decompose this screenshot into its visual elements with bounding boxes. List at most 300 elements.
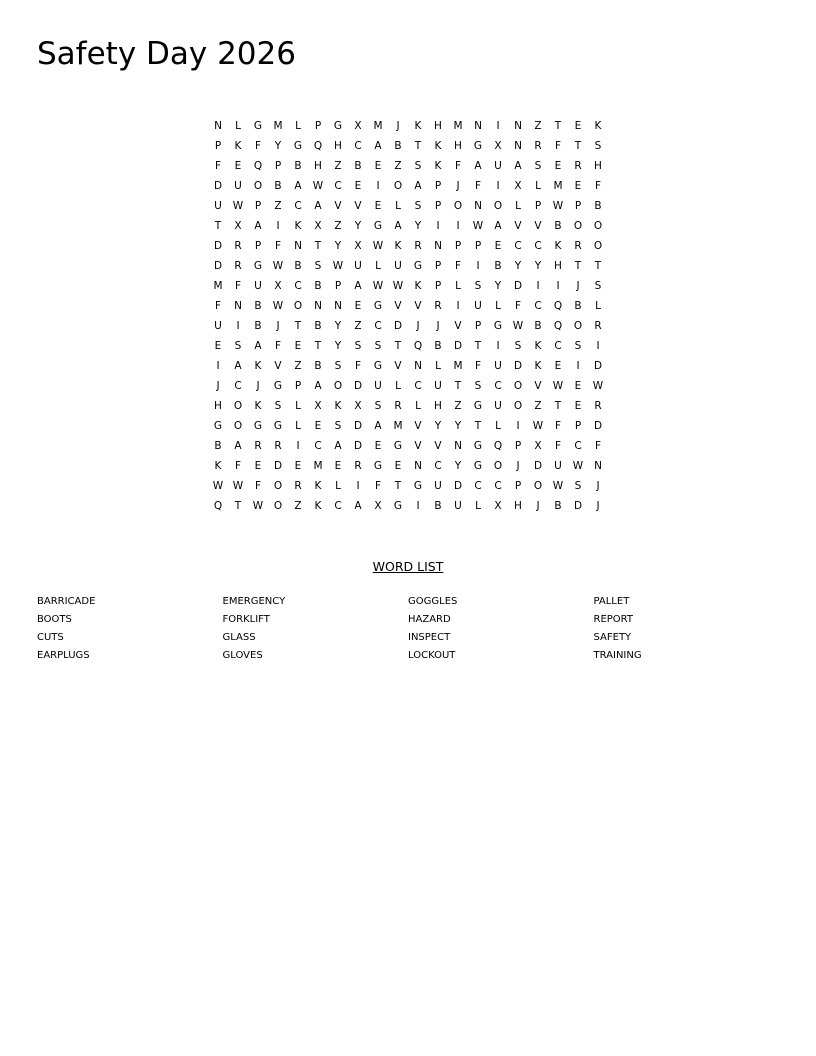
grid-letter: I: [456, 299, 460, 312]
grid-letter: R: [294, 479, 302, 492]
grid-letter: E: [294, 339, 302, 352]
grid-letter: N: [594, 459, 602, 472]
grid-letter: G: [213, 419, 223, 432]
grid-letter: S: [334, 419, 342, 432]
grid-letter: R: [234, 239, 242, 252]
grid-letter: Y: [334, 319, 342, 332]
grid-letter: E: [294, 459, 302, 472]
grid-letter: W: [372, 239, 384, 252]
grid-letter: U: [214, 199, 222, 212]
grid-letter: D: [453, 339, 463, 352]
grid-letter: A: [394, 219, 402, 232]
grid-letter: L: [375, 259, 381, 272]
grid-letter: R: [594, 319, 602, 332]
grid-letter: O: [233, 419, 243, 432]
grid-letter: A: [334, 439, 342, 452]
word-list-item: GLASS: [222, 632, 256, 643]
grid-letter: C: [374, 319, 382, 332]
grid-letter: P: [514, 479, 522, 492]
grid-letter: P: [214, 139, 222, 152]
grid-letter: H: [554, 259, 562, 272]
grid-letter: C: [334, 179, 342, 192]
grid-letter: S: [534, 159, 542, 172]
grid-letter: Y: [514, 259, 522, 272]
grid-letter: H: [434, 119, 442, 132]
grid-letter: A: [374, 419, 382, 432]
grid-letter: N: [514, 119, 522, 132]
grid-letter: K: [334, 399, 342, 412]
grid-letter: Y: [494, 279, 502, 292]
grid-letter: S: [354, 339, 362, 352]
grid-letter: I: [476, 259, 480, 272]
grid-letter: B: [274, 179, 282, 192]
grid-letter: Y: [434, 419, 442, 432]
grid-letter: F: [254, 479, 262, 492]
grid-letter: O: [493, 199, 503, 212]
word-list-column-3: [408, 594, 594, 666]
grid-letter: P: [434, 199, 442, 212]
grid-letter: O: [273, 499, 283, 512]
grid-letter: U: [434, 479, 442, 492]
grid-letter: F: [234, 279, 242, 292]
grid-letter: I: [496, 119, 500, 132]
grid-letter: G: [493, 319, 503, 332]
grid-letter: H: [434, 399, 442, 412]
grid-letter: E: [354, 179, 362, 192]
grid-letter: N: [414, 459, 422, 472]
grid-letter: D: [593, 359, 603, 372]
grid-letter: L: [535, 179, 541, 192]
grid-letter: D: [213, 239, 223, 252]
grid-letter: H: [514, 499, 522, 512]
grid-letter: Y: [454, 419, 462, 432]
grid-letter: A: [414, 179, 422, 192]
grid-letter: W: [532, 419, 544, 432]
grid-letter: C: [334, 499, 342, 512]
grid-letter: E: [554, 159, 562, 172]
grid-letter: X: [374, 499, 382, 512]
grid-letter: F: [594, 179, 602, 192]
grid-letter: Z: [294, 499, 302, 512]
grid-letter: Q: [553, 319, 563, 332]
grid-letter: W: [272, 259, 284, 272]
grid-letter: S: [574, 339, 582, 352]
grid-letter: Y: [414, 219, 422, 232]
grid-letter: F: [474, 179, 482, 192]
grid-letter: G: [413, 259, 423, 272]
grid-letter: S: [414, 199, 422, 212]
grid-letter: S: [334, 359, 342, 372]
grid-letter: O: [393, 179, 403, 192]
grid-letter: W: [392, 279, 404, 292]
grid-letter: L: [335, 479, 341, 492]
grid-letter: A: [354, 499, 362, 512]
grid-letter: O: [573, 219, 583, 232]
grid-letter: B: [494, 259, 502, 272]
grid-letter: S: [574, 479, 582, 492]
grid-letter: X: [354, 399, 362, 412]
grid-letter: K: [414, 119, 422, 132]
grid-letter: J: [256, 379, 260, 392]
grid-letter: E: [334, 459, 342, 472]
grid-letter: F: [234, 459, 242, 472]
grid-letter: R: [574, 239, 582, 252]
grid-letter: T: [214, 219, 222, 232]
grid-letter: K: [314, 499, 322, 512]
grid-letter: D: [573, 499, 583, 512]
grid-letter: F: [554, 439, 562, 452]
grid-letter: O: [233, 399, 243, 412]
grid-letter: N: [234, 299, 242, 312]
grid-letter: S: [474, 379, 482, 392]
grid-letter: E: [214, 339, 222, 352]
grid-letter: W: [372, 279, 384, 292]
grid-letter: V: [414, 419, 422, 432]
grid-letter: D: [393, 319, 403, 332]
grid-letter: I: [436, 219, 440, 232]
grid-letter: W: [252, 499, 264, 512]
grid-letter: O: [593, 239, 603, 252]
grid-letter: F: [554, 139, 562, 152]
grid-letter: K: [254, 399, 262, 412]
grid-letter: V: [414, 439, 422, 452]
grid-letter: I: [536, 279, 540, 292]
grid-letter: X: [354, 239, 362, 252]
grid-letter: W: [332, 259, 344, 272]
grid-letter: C: [314, 439, 322, 452]
grid-letter: Z: [294, 359, 302, 372]
grid-letter: B: [394, 139, 402, 152]
grid-letter: F: [454, 259, 462, 272]
grid-letter: J: [596, 479, 600, 492]
grid-letter: D: [353, 439, 363, 452]
grid-letter: M: [393, 419, 403, 432]
grid-letter: C: [534, 239, 542, 252]
grid-letter: P: [274, 159, 282, 172]
grid-letter: X: [314, 219, 322, 232]
grid-letter: P: [474, 239, 482, 252]
grid-letter: I: [496, 179, 500, 192]
word-list-item: LOCKOUT: [408, 650, 456, 661]
grid-letter: E: [374, 199, 382, 212]
grid-letter: X: [354, 119, 362, 132]
grid-letter: S: [314, 259, 322, 272]
grid-letter: J: [536, 499, 540, 512]
grid-letter: U: [494, 159, 502, 172]
grid-letter: V: [394, 359, 402, 372]
grid-letter: Z: [334, 219, 342, 232]
grid-letter: Y: [454, 459, 462, 472]
grid-letter: B: [594, 199, 602, 212]
grid-letter: T: [574, 259, 582, 272]
grid-letter: G: [373, 359, 383, 372]
grid-letter: G: [473, 459, 483, 472]
grid-letter: S: [474, 279, 482, 292]
word-list-item: PALLET: [593, 596, 630, 607]
grid-letter: I: [376, 179, 380, 192]
grid-letter: L: [595, 299, 601, 312]
grid-letter: D: [353, 419, 363, 432]
word-list-item: EMERGENCY: [222, 596, 286, 607]
grid-letter: D: [353, 379, 363, 392]
grid-letter: C: [234, 379, 242, 392]
grid-letter: E: [574, 379, 582, 392]
grid-letter: C: [414, 379, 422, 392]
grid-letter: F: [514, 299, 522, 312]
grid-letter: R: [394, 399, 402, 412]
grid-letter: W: [552, 379, 564, 392]
grid-letter: Z: [454, 399, 462, 412]
grid-letter: O: [253, 179, 263, 192]
grid-letter: G: [273, 419, 283, 432]
grid-letter: D: [533, 459, 543, 472]
grid-letter: W: [572, 459, 584, 472]
grid-letter: R: [274, 439, 282, 452]
grid-letter: E: [574, 179, 582, 192]
grid-letter: P: [254, 239, 262, 252]
grid-letter: W: [552, 479, 564, 492]
grid-letter: X: [234, 219, 242, 232]
grid-letter: P: [254, 199, 262, 212]
grid-letter: W: [232, 199, 244, 212]
grid-letter: P: [434, 179, 442, 192]
grid-letter: G: [293, 139, 303, 152]
grid-letter: K: [314, 479, 322, 492]
grid-letter: B: [294, 259, 302, 272]
grid-letter: N: [454, 439, 462, 452]
grid-letter: U: [434, 379, 442, 392]
grid-letter: L: [455, 279, 461, 292]
grid-letter: X: [494, 499, 502, 512]
word-list-item: BOOTS: [37, 614, 72, 625]
grid-letter: H: [334, 139, 342, 152]
grid-letter: B: [314, 279, 322, 292]
word-list-item: CUTS: [37, 632, 64, 643]
grid-letter: I: [596, 339, 600, 352]
grid-letter: N: [314, 299, 322, 312]
grid-letter: L: [395, 199, 401, 212]
grid-letter: J: [596, 499, 600, 512]
grid-letter: R: [534, 139, 542, 152]
grid-letter: M: [373, 119, 383, 132]
grid-letter: E: [574, 119, 582, 132]
grid-letter: J: [276, 319, 280, 332]
grid-letter: J: [576, 279, 580, 292]
grid-letter: F: [594, 439, 602, 452]
grid-letter: T: [594, 259, 602, 272]
grid-letter: B: [434, 499, 442, 512]
word-list-item: TRAINING: [593, 650, 642, 661]
grid-letter: U: [454, 499, 462, 512]
grid-letter: G: [473, 139, 483, 152]
word-list-column-2: [223, 594, 409, 666]
grid-letter: D: [213, 259, 223, 272]
grid-letter: Q: [313, 139, 323, 152]
grid-letter: S: [274, 399, 282, 412]
grid-letter: D: [453, 479, 463, 492]
grid-letter: B: [554, 499, 562, 512]
grid-letter: E: [374, 439, 382, 452]
grid-letter: K: [234, 139, 242, 152]
grid-letter: J: [396, 119, 400, 132]
grid-letter: N: [474, 119, 482, 132]
grid-letter: R: [434, 299, 442, 312]
grid-letter: Y: [334, 339, 342, 352]
grid-letter: H: [314, 159, 322, 172]
grid-letter: F: [274, 339, 282, 352]
grid-letter: S: [374, 399, 382, 412]
grid-letter: B: [574, 299, 582, 312]
grid-letter: W: [312, 179, 324, 192]
grid-letter: E: [254, 459, 262, 472]
grid-letter: S: [594, 279, 602, 292]
grid-letter: Q: [553, 299, 563, 312]
word-list-item: INSPECT: [408, 632, 451, 643]
word-list-item: BARRICADE: [37, 596, 96, 607]
grid-letter: A: [314, 379, 322, 392]
grid-letter: Y: [354, 219, 362, 232]
grid-letter: L: [395, 379, 401, 392]
grid-letter: L: [495, 299, 501, 312]
grid-letter: G: [393, 439, 403, 452]
grid-letter: W: [272, 299, 284, 312]
grid-letter: N: [334, 299, 342, 312]
grid-letter: N: [294, 239, 302, 252]
grid-letter: L: [415, 399, 421, 412]
grid-letter: P: [454, 239, 462, 252]
grid-letter: T: [314, 239, 322, 252]
grid-letter: N: [434, 239, 442, 252]
grid-letter: C: [294, 279, 302, 292]
grid-letter: Y: [334, 239, 342, 252]
grid-letter: V: [274, 359, 282, 372]
grid-letter: I: [516, 419, 520, 432]
grid-letter: B: [254, 299, 262, 312]
grid-letter: J: [416, 319, 420, 332]
grid-letter: Q: [213, 499, 223, 512]
grid-letter: I: [236, 319, 240, 332]
grid-letter: A: [314, 199, 322, 212]
grid-letter: G: [253, 119, 263, 132]
grid-letter: B: [354, 159, 362, 172]
word-list: [37, 594, 779, 666]
grid-letter: G: [333, 119, 343, 132]
grid-letter: O: [513, 379, 523, 392]
grid-letter: N: [414, 359, 422, 372]
grid-letter: M: [213, 279, 223, 292]
grid-letter: T: [554, 119, 562, 132]
grid-letter: A: [494, 219, 502, 232]
grid-letter: O: [453, 199, 463, 212]
grid-letter: B: [434, 339, 442, 352]
word-list-column-4: [594, 594, 780, 666]
word-list-item: HAZARD: [408, 614, 451, 625]
word-list-item: GOGGLES: [408, 596, 458, 607]
grid-letter: Y: [274, 139, 282, 152]
grid-letter: O: [293, 299, 303, 312]
grid-letter: T: [414, 139, 422, 152]
grid-letter: K: [534, 339, 542, 352]
grid-letter: R: [254, 439, 262, 452]
grid-letter: L: [295, 399, 301, 412]
grid-letter: F: [374, 479, 382, 492]
grid-letter: B: [314, 319, 322, 332]
grid-letter: E: [374, 159, 382, 172]
grid-letter: I: [496, 339, 500, 352]
grid-letter: B: [254, 319, 262, 332]
grid-letter: F: [554, 419, 562, 432]
grid-letter: E: [354, 299, 362, 312]
grid-letter: X: [314, 399, 322, 412]
grid-letter: V: [414, 299, 422, 312]
page-title: Safety Day 2026: [37, 36, 296, 72]
grid-letter: G: [253, 419, 263, 432]
grid-letter: K: [434, 159, 442, 172]
grid-letter: V: [334, 199, 342, 212]
grid-letter: R: [234, 259, 242, 272]
word-list-item: FORKLIFT: [222, 614, 270, 625]
grid-letter: H: [594, 159, 602, 172]
grid-letter: I: [576, 359, 580, 372]
grid-letter: C: [494, 479, 502, 492]
word-list-item: GLOVES: [222, 650, 263, 661]
grid-letter: K: [594, 119, 602, 132]
grid-letter: H: [214, 399, 222, 412]
grid-letter: B: [534, 319, 542, 332]
grid-letter: U: [234, 179, 242, 192]
grid-letter: A: [374, 139, 382, 152]
grid-letter: K: [254, 359, 262, 372]
grid-letter: I: [416, 499, 420, 512]
grid-letter: D: [513, 279, 523, 292]
grid-letter: H: [454, 139, 462, 152]
grid-letter: Z: [334, 159, 342, 172]
grid-letter: D: [213, 179, 223, 192]
grid-letter: R: [594, 399, 602, 412]
word-list-item: EARPLUGS: [37, 650, 90, 661]
grid-letter: O: [333, 379, 343, 392]
grid-letter: Q: [253, 159, 263, 172]
grid-letter: V: [534, 379, 542, 392]
grid-letter: B: [294, 159, 302, 172]
word-search-grid: [208, 116, 608, 516]
grid-letter: B: [554, 219, 562, 232]
grid-letter: G: [373, 299, 383, 312]
grid-letter: K: [394, 239, 402, 252]
grid-letter: L: [295, 419, 301, 432]
grid-letter: D: [273, 459, 283, 472]
grid-letter: K: [414, 279, 422, 292]
grid-letter: V: [534, 219, 542, 232]
grid-letter: T: [394, 479, 402, 492]
grid-letter: A: [514, 159, 522, 172]
grid-letter: I: [276, 219, 280, 232]
grid-letter: P: [294, 379, 302, 392]
grid-letter: G: [373, 459, 383, 472]
grid-letter: P: [334, 279, 342, 292]
grid-letter: X: [274, 279, 282, 292]
grid-letter: L: [235, 119, 241, 132]
grid-letter: U: [374, 379, 382, 392]
grid-letter: S: [374, 339, 382, 352]
grid-letter: U: [554, 459, 562, 472]
grid-letter: R: [414, 239, 422, 252]
grid-letter: K: [214, 459, 222, 472]
grid-letter: S: [594, 139, 602, 152]
grid-letter: N: [214, 119, 222, 132]
word-list-column-1: [37, 594, 223, 666]
grid-letter: W: [472, 219, 484, 232]
